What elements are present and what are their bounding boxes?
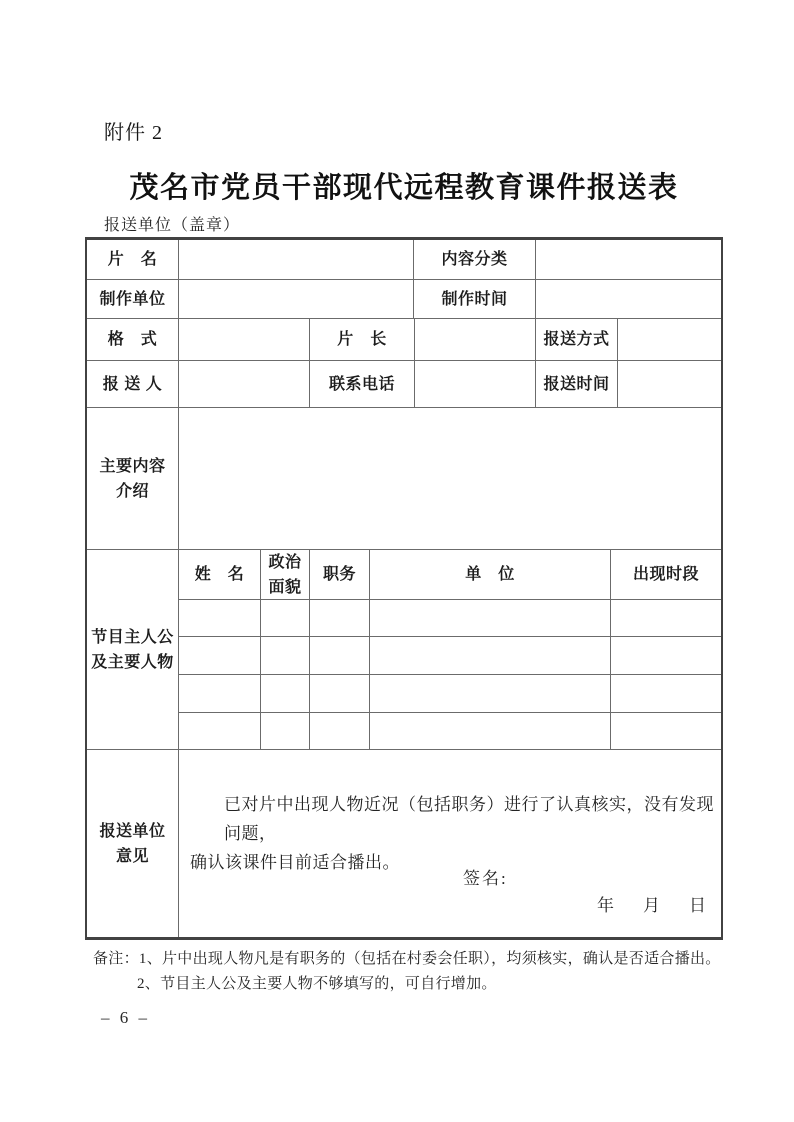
characters-sub-table: [179, 550, 721, 749]
footnote-line2: 2、节目主人公及主要人物不够填写的，可自行增加。: [137, 976, 497, 992]
content-intro-value-cell: [179, 408, 721, 549]
submitter-label: 报 送 人: [102, 375, 163, 393]
category-value-cell: [536, 240, 721, 279]
page-number: – 6 –: [101, 1008, 150, 1027]
opinion-content-cell: [179, 750, 721, 937]
duration-label: 片 长: [337, 331, 387, 348]
film-name-label: 片 名: [107, 251, 158, 268]
characters-label-line1: 节目主人公: [91, 628, 174, 646]
duration-value-cell: [415, 319, 536, 360]
row-opinion: [87, 750, 721, 937]
submit-method-label: 报送方式: [543, 331, 610, 348]
submitter-value-cell: [179, 361, 310, 407]
opinion-statement-line1: 已对片中出现人物近况（包括职务）进行了认真核实，没有发现问题，: [224, 795, 714, 843]
character-name-cell: [179, 675, 261, 712]
content-intro-label-line2: 介绍: [115, 482, 149, 500]
submit-time-label: 报送时间: [543, 375, 610, 393]
character-row: [179, 637, 721, 675]
character-political-cell: [261, 675, 310, 712]
producer-label: 制作单位: [99, 290, 166, 308]
character-position-cell: [310, 637, 370, 674]
character-unit-cell: [370, 713, 611, 750]
characters-header-row: [179, 550, 721, 600]
content-intro-label-line1: 主要内容: [99, 457, 166, 475]
format-label: 格 式: [107, 331, 158, 348]
character-unit-cell: [370, 637, 611, 674]
character-name-cell: [179, 600, 261, 636]
opinion-statement-line2: 确认该课件目前适合播出。: [190, 853, 400, 872]
submit-time-value-cell: [618, 361, 721, 407]
character-row: [179, 713, 721, 750]
character-period-cell: [611, 713, 721, 750]
row-content-intro: [87, 408, 721, 550]
character-row: [179, 675, 721, 713]
character-position-cell: [310, 713, 370, 750]
date-line: 年 月 日: [597, 896, 712, 915]
footnote-line1: 备注：1、片中出现人物凡是有职务的（包括在村委会任职），均须核实，确认是否适合播出。: [93, 951, 721, 967]
character-period-cell: [611, 637, 721, 674]
stamp-unit-line: 报送单位（盖章）: [104, 217, 241, 234]
row-producer: [87, 280, 721, 319]
character-period-cell: [611, 600, 721, 636]
submit-method-value-cell: [618, 319, 721, 360]
producer-value-cell: [179, 280, 414, 318]
row-submitter: [87, 361, 721, 408]
header-position: 职务: [322, 566, 356, 583]
character-position-cell: [310, 675, 370, 712]
row-film-name: [87, 240, 721, 280]
submission-form-table: [85, 237, 723, 940]
row-format: [87, 319, 721, 361]
opinion-label-line1: 报送单位: [99, 822, 166, 840]
production-time-value-cell: [536, 280, 721, 318]
character-political-cell: [261, 600, 310, 636]
character-position-cell: [310, 600, 370, 636]
character-political-cell: [261, 637, 310, 674]
character-period-cell: [611, 675, 721, 712]
header-name: 姓 名: [194, 566, 245, 583]
format-value-cell: [179, 319, 310, 360]
footnotes: [93, 947, 733, 997]
attachment-label: 附件 2: [104, 122, 163, 144]
character-political-cell: [261, 713, 310, 750]
signature-label: 签名:: [463, 869, 508, 888]
film-name-value-cell: [179, 240, 414, 279]
character-row: [179, 600, 721, 637]
production-time-label: 制作时间: [441, 290, 508, 308]
character-unit-cell: [370, 600, 611, 636]
phone-label: 联系电话: [328, 375, 395, 393]
character-name-cell: [179, 713, 261, 750]
characters-label-line2: 及主要人物: [91, 653, 174, 671]
character-unit-cell: [370, 675, 611, 712]
opinion-statement: [190, 790, 715, 877]
opinion-label-line2: 意见: [115, 847, 149, 865]
character-name-cell: [179, 637, 261, 674]
header-unit: 单 位: [465, 566, 515, 583]
phone-value-cell: [415, 361, 536, 407]
category-label: 内容分类: [441, 251, 508, 268]
header-political-line2: 面貌: [268, 578, 302, 596]
page-title: 茂名市党员干部现代远程教育课件报送表: [129, 172, 679, 204]
row-characters: [87, 550, 721, 750]
header-political-line1: 政治: [268, 553, 302, 571]
header-period: 出现时段: [632, 566, 699, 583]
